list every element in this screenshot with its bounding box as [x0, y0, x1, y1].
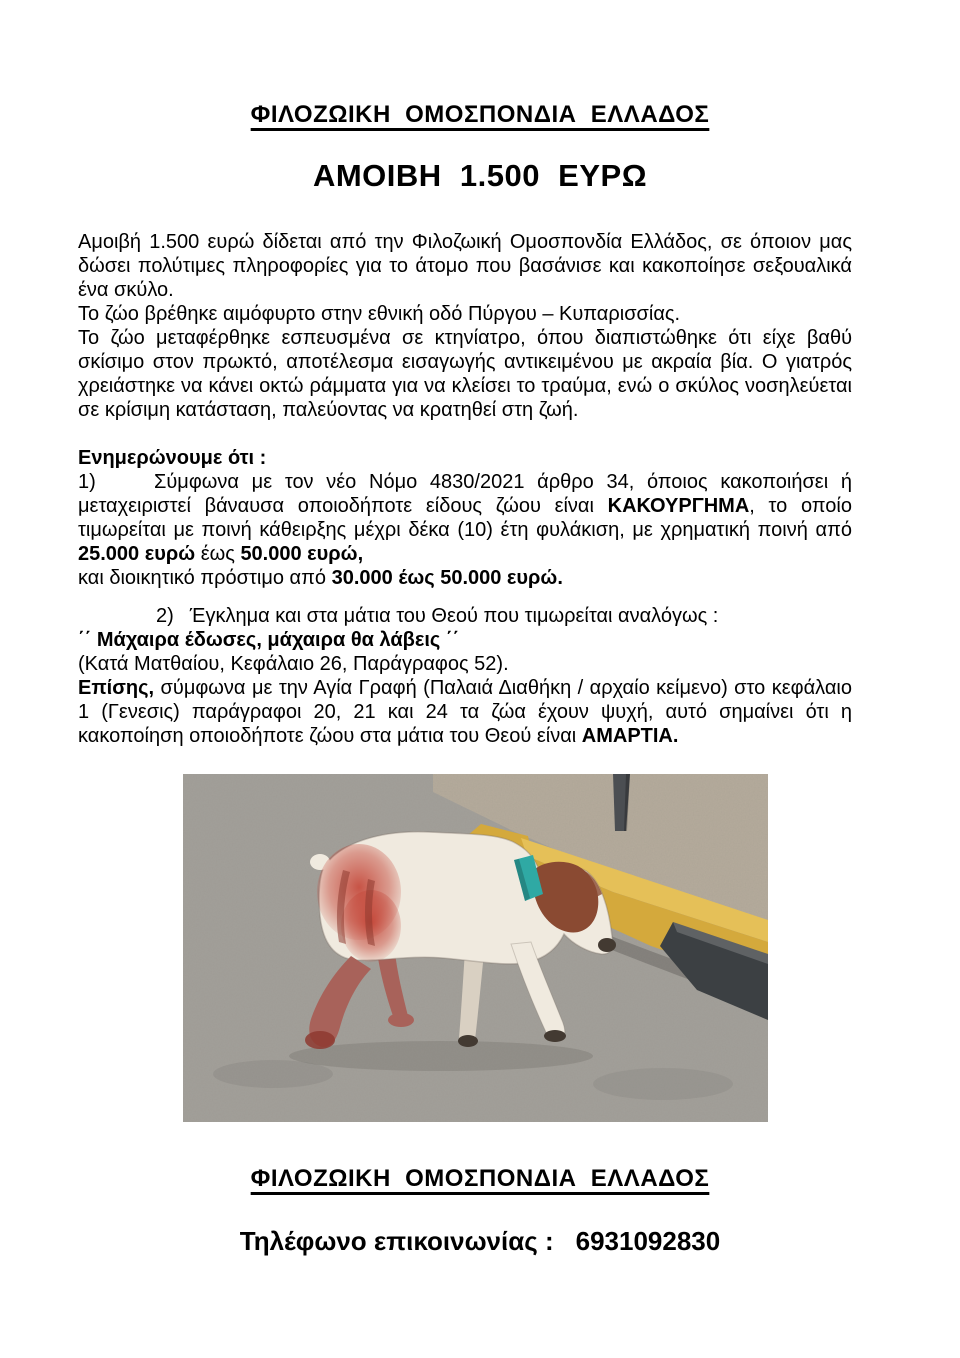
- bold-run-felony: ΚΑΚΟΥΡΓΗΜΑ: [607, 495, 750, 517]
- text-run: και διοικητικό πρόστιμο από: [78, 567, 332, 589]
- text-run: έως: [195, 543, 241, 565]
- text-run: σύμφωνα με την Αγία Γραφή (Παλαιά Διαθήκη / αρχαίο κείμενο) στο κεφάλαιο 1 (Γενεσις) παράγραφοι 20, 21 και 24 τα ζώα έχουν ψυχή, αυτό σημαίνει ότι η κακοποίηση οποιοδήποτε ζώου στα μάτια του Θεού είναι: [78, 677, 852, 747]
- law-item-2-intro: [78, 604, 852, 628]
- dog-shadow: [289, 1041, 593, 1071]
- bold-run-fine-from: 25.000 ευρώ: [78, 543, 196, 565]
- text-run: , το οποίο τιμωρείται με ποινή κάθειρξης μέχρι δέκα (10) έτη φυλάκιση, με χρηματική ποινή από: [78, 495, 852, 541]
- dog-nose: [598, 938, 616, 952]
- bold-run-sin: ΑΜΑΡΤΙΑ.: [581, 725, 679, 747]
- injured-dog-photo: [183, 774, 768, 1122]
- law-item-1-admin-fine-line: [78, 566, 852, 590]
- phone-label: Τηλέφωνο επικοινωνίας :: [239, 1226, 554, 1256]
- bible-quote: ΄΄ Μάχαιρα έδωσες, μάχαιρα θα λάβεις ΄΄: [78, 629, 460, 651]
- body-text-column: [78, 230, 852, 1122]
- bold-run-also: Επίσης,: [78, 677, 155, 699]
- phone-number: 6931092830: [575, 1226, 721, 1256]
- paragraph-scripture: [78, 676, 852, 748]
- org-title-heading: ΦΙΛΟΖΩΙΚΗ ΟΜΟΣΠΟΝΔΙΑ ΕΛΛΑΔΟΣ: [250, 101, 710, 128]
- bold-run-fine-to: 50.000 ευρώ,: [240, 543, 364, 565]
- dog-far-front-foot: [458, 1035, 478, 1047]
- bold-run-admin-fine: 30.000 έως 50.000 ευρώ.: [331, 567, 563, 589]
- paragraph-found-location: Το ζώο βρέθηκε αιμόφυρτο στην εθνική οδό Πύργου – Κυπαρισσίας.: [78, 303, 681, 325]
- dog-far-hind-foot: [388, 1013, 414, 1027]
- paragraph-vet-report: Το ζώο μεταφέρθηκε εσπευσμένα σε κτηνίατρο, όπου διαπιστώθηκε ότι είχε βαθύ σκίσιμο στον πρωκτό, αποτέλεσμα εισαγωγής αντικειμένου με ακραία βία. Ο γιατρός χρειάστηκε να κάνει οκτώ ράμματα για να κλείσει το τραύμα, ενώ ο σκύλος νοσηλεύεται σε κρίσιμη κατάσταση, παλεύοντας να κρατηθεί στη ζωή.: [78, 327, 852, 421]
- text-run: Σύμφωνα με τον νέο Νόμο 4830/2021 άρθρο 34, όποιος κακοποιήσει ή μεταχειριστεί βάναυσα οποιοδήποτε είδους ζώου είναι: [78, 471, 852, 517]
- paragraph-reward-offer: Αμοιβή 1.500 ευρώ δίδεται από την Φιλοζωική Ομοσπονδία Ελλάδος, σε όποιον μας δώσει πολύτιμες πληροφορίες για το άτομο που βασάνισε και κακοποίησε σεξουαλικά ένα σκύλο.: [78, 231, 852, 301]
- item-1-number: 1): [78, 471, 96, 493]
- item-2-number: 2): [156, 605, 174, 627]
- dog-near-hind-foot: [305, 1031, 335, 1049]
- text-run: Έγκλημα και στα μάτια του Θεού που τιμωρείται αναλόγως :: [189, 605, 719, 627]
- bible-citation: (Κατά Ματθαίου, Κεφάλαιο 26, Παράγραφος 52).: [78, 653, 509, 675]
- footer-contact-line: [0, 1226, 960, 1257]
- dog-near-front-foot: [544, 1030, 566, 1042]
- law-item-1: [78, 470, 852, 590]
- reward-amount-heading: ΑΜΟΙΒΗ 1.500 ΕΥΡΩ: [312, 158, 648, 193]
- dog-photo-illustration: [183, 774, 768, 1122]
- inform-heading: Ενημερώνουμε ότι :: [78, 447, 267, 469]
- footer-org-title: ΦΙΛΟΖΩΙΚΗ ΟΜΟΣΠΟΝΔΙΑ ΕΛΛΑΔΟΣ: [250, 1165, 710, 1192]
